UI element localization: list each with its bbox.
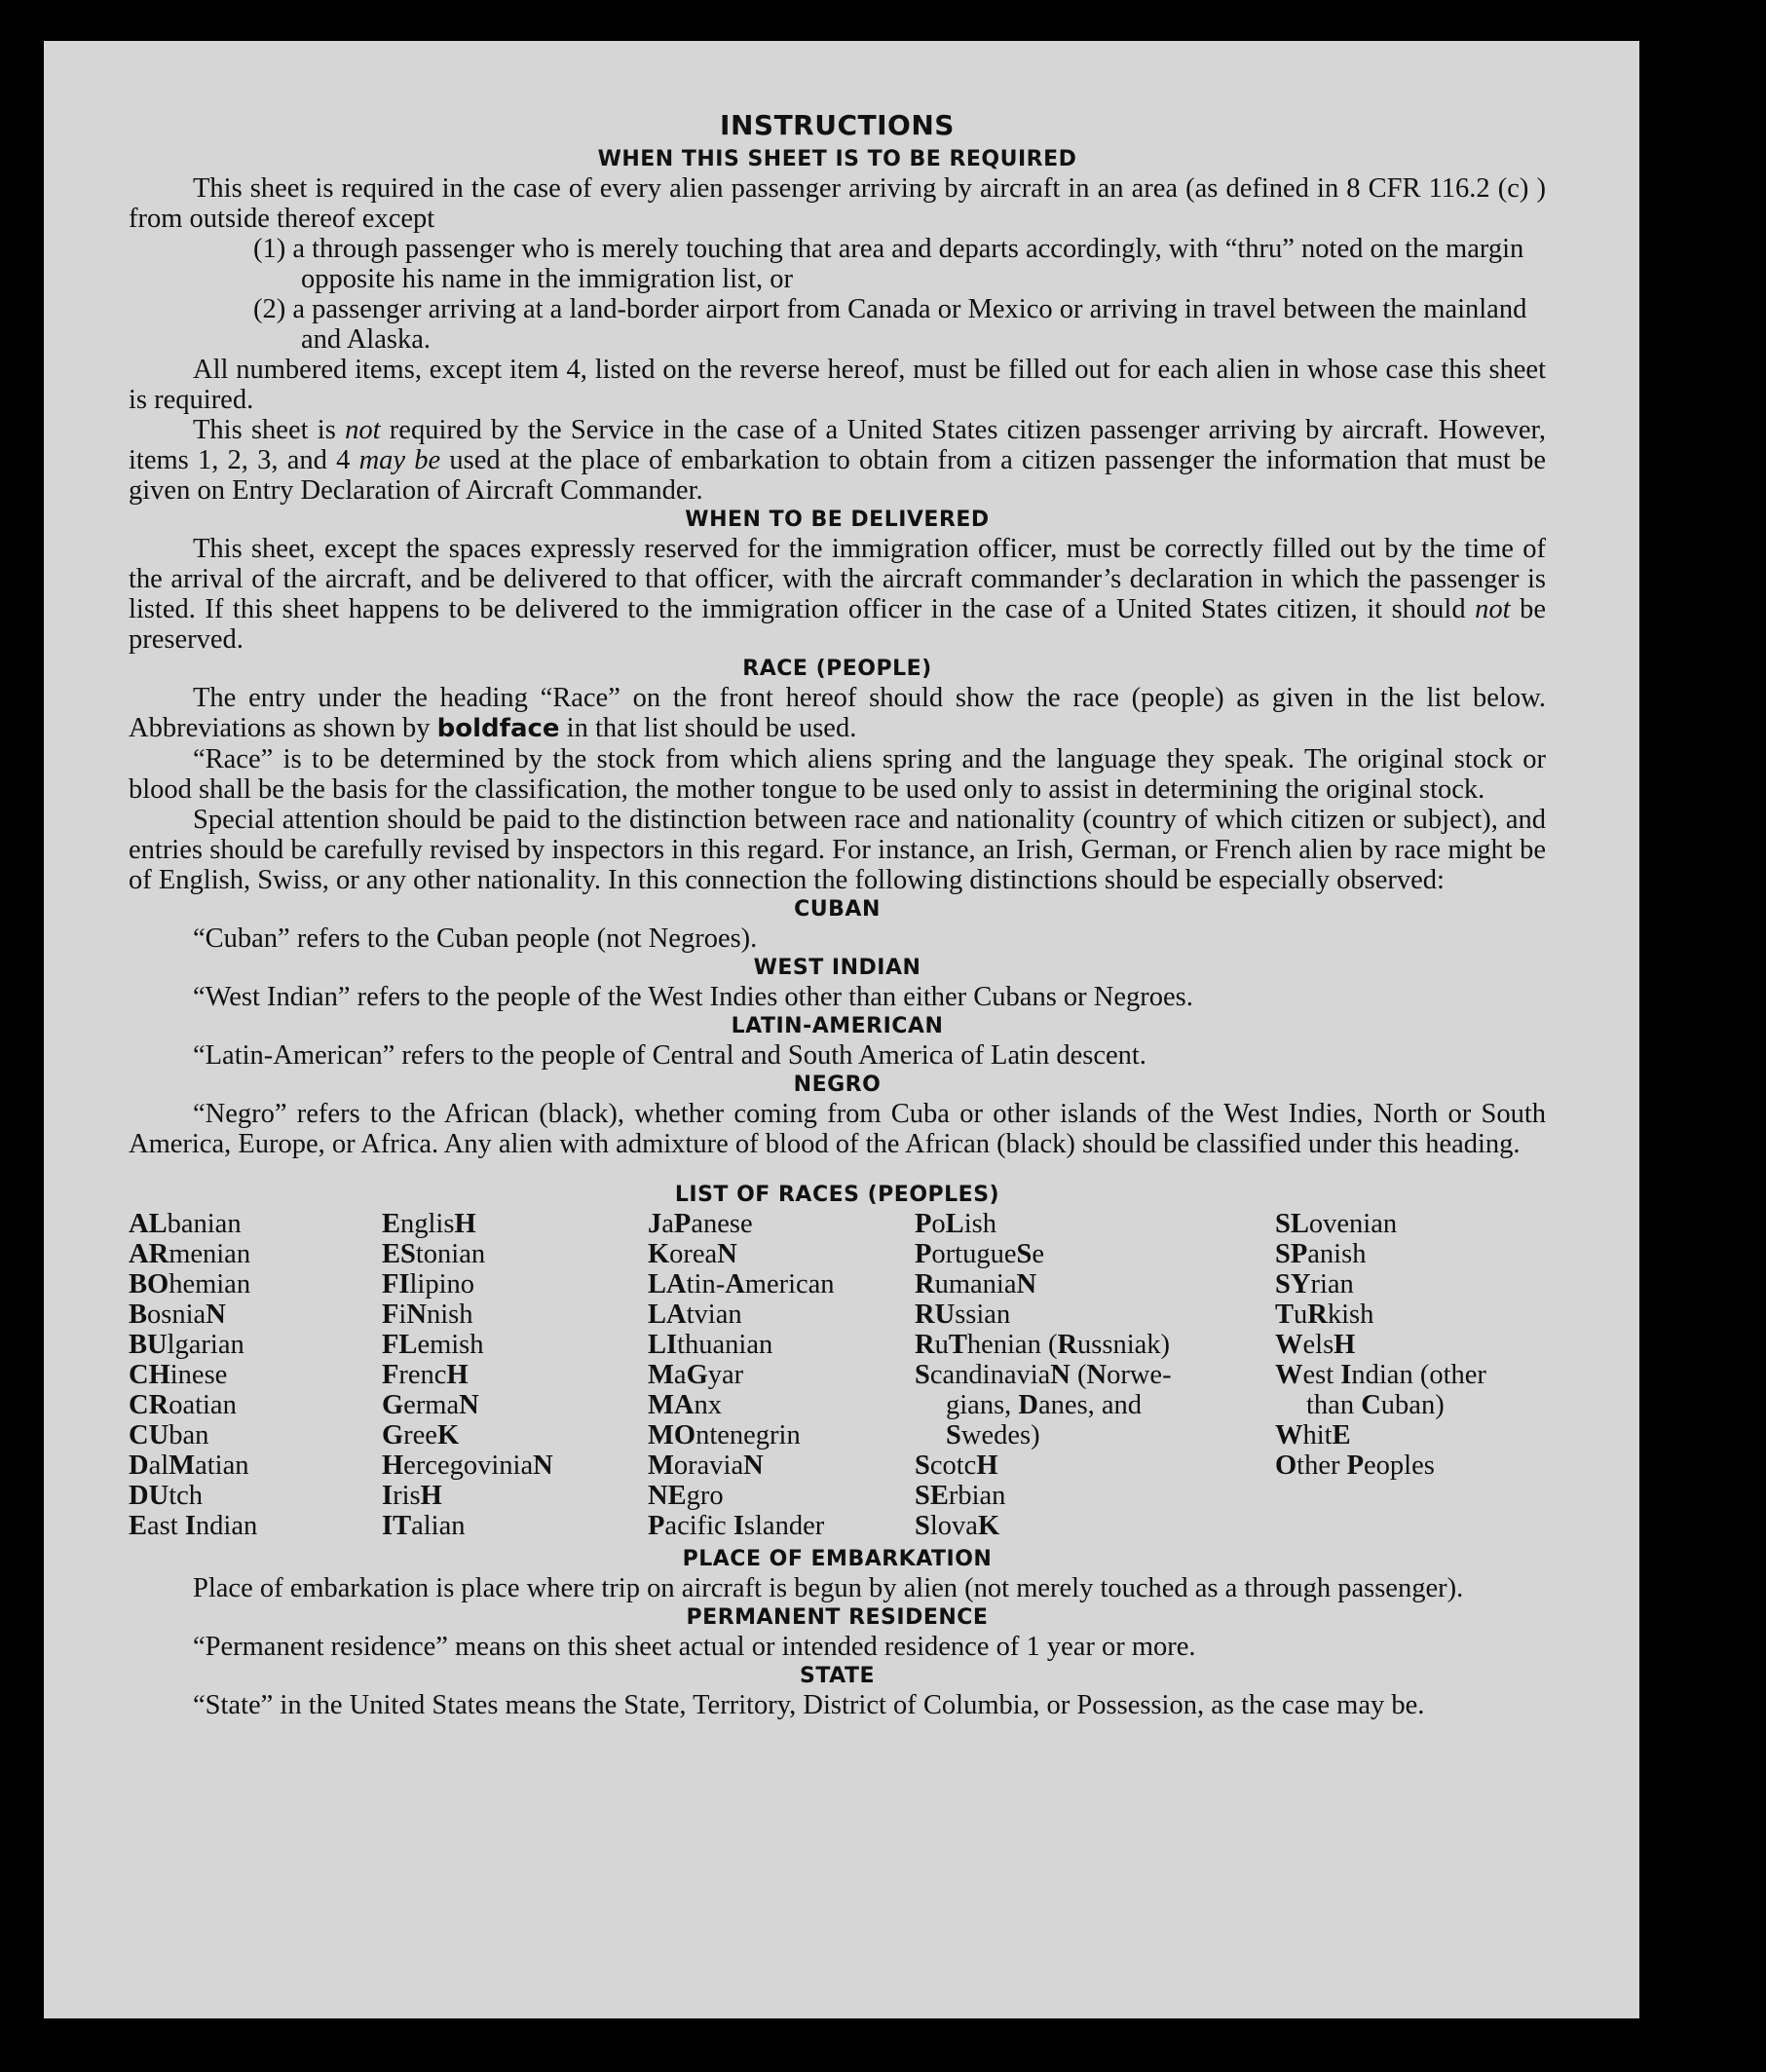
emphasis-not-preserved: not [1475, 594, 1511, 624]
list-item: GermaN [382, 1390, 479, 1420]
paragraph-west-indian: “West Indian” refers to the people of the West Indies other than either Cubans or Negroes. [193, 982, 1193, 1012]
list-item-2: (2) a passenger arriving at a land-border airport from Canada or Mexico or arriving in travel between the mainland and Alaska. [253, 294, 1527, 355]
list-item: Swedes) [946, 1420, 1040, 1450]
heading-when-delivered: WHEN TO BE DELIVERED [685, 508, 990, 532]
heading-west-indian: WEST INDIAN [753, 956, 921, 980]
list-item: MaGyar [648, 1360, 744, 1390]
list-item: JaPanese [648, 1209, 753, 1239]
heading-state: STATE [800, 1664, 875, 1688]
list-item: WelsH [1275, 1330, 1356, 1360]
list-item: LAtvian [648, 1300, 742, 1330]
emphasis-boldface: boldface [436, 714, 560, 743]
list-item: ScandinaviaN (Norwe- [915, 1360, 1172, 1390]
list-item: MoraviaN [648, 1450, 764, 1481]
list-item: West Indian (other [1275, 1360, 1486, 1390]
list-item: TuRkish [1275, 1300, 1374, 1330]
list-item: LAtin-American [648, 1269, 835, 1300]
heading-when-required: WHEN THIS SHEET IS TO BE REQUIRED [597, 147, 1077, 171]
heading-negro: NEGRO [793, 1073, 882, 1097]
races-column-3 [648, 1209, 835, 1541]
list-item: Other Peoples [1275, 1450, 1435, 1481]
list-item: HercegoviniaN [382, 1450, 553, 1481]
paragraph-numbered-items: All numbered items, except item 4, listed on the reverse hereof, must be filled out for each alien in whose case this sheet is required. [129, 355, 1546, 415]
list-item: DalMatian [129, 1450, 249, 1481]
list-item: MAnx [648, 1390, 722, 1420]
list-item: BosniaN [129, 1300, 226, 1330]
list-item: RuThenian (Russniak) [915, 1330, 1171, 1360]
document-page [44, 41, 1639, 2018]
heading-cuban: CUBAN [794, 897, 881, 922]
races-list [129, 1209, 1546, 1545]
list-item: NEgro [648, 1481, 724, 1511]
list-item: gians, Danes, and [946, 1390, 1143, 1420]
races-column-1 [129, 1209, 257, 1541]
list-item: Pacific Islander [648, 1511, 825, 1541]
list-item: CUban [129, 1420, 209, 1450]
list-item: SYrian [1275, 1269, 1354, 1300]
list-item: BOhemian [129, 1269, 251, 1300]
paragraph-negro: “Negro” refers to the African (black), whether coming from Cuba or other islands of the West Indies, North or South America, Europe, or Africa. Any alien with admixture of blood of the African (black) should be classified under this heading. [129, 1099, 1546, 1159]
list-item: ITalian [382, 1511, 466, 1541]
list-item: WhitE [1275, 1420, 1351, 1450]
races-column-5 [1275, 1209, 1486, 1481]
list-item: ALbanian [129, 1209, 242, 1239]
list-item: SErbian [915, 1481, 1006, 1511]
heading-race: RACE (PEOPLE) [742, 657, 932, 681]
heading-permanent-residence: PERMANENT RESIDENCE [686, 1605, 989, 1630]
list-item: GreeK [382, 1420, 460, 1450]
paragraph-state: “State” in the United States means the State, Territory, District of Columbia, or Possession, as the case may be. [193, 1690, 1425, 1720]
paragraph-required: This sheet is required in the case of every alien passenger arriving by aircraft in an area (as defined in 8 CFR 116.2 (c) ) from outside thereof except [129, 173, 1546, 234]
list-item: RUssian [915, 1300, 1011, 1330]
list-item: CHinese [129, 1360, 228, 1390]
paragraph-cuban: “Cuban” refers to the Cuban people (not Negroes). [193, 923, 758, 954]
list-item: PortugueSe [915, 1239, 1044, 1269]
list-item: MOntenegrin [648, 1420, 801, 1450]
emphasis-may-be: may be [358, 445, 441, 475]
paragraph-embarkation: Place of embarkation is place where trip on aircraft is begun by alien (not merely touched as a through passenger). [193, 1573, 1464, 1603]
list-item: SLovenian [1275, 1209, 1398, 1239]
list-item: DUtch [129, 1481, 204, 1511]
paragraph-race-nationality: Special attention should be paid to the distinction between race and nationality (country of which citizen or subject), and entries should be carefully revised by inspectors in this regard. For instance, an Irish, German, or French alien by race might be of English, Swiss, or any other nationality. In this connection the following distinctions should be especially observed: [129, 805, 1546, 895]
paragraph-latin-american: “Latin-American” refers to the people of Central and South America of Latin descent. [193, 1040, 1146, 1071]
list-item: PoLish [915, 1209, 996, 1239]
list-item: FrencH [382, 1360, 469, 1390]
emphasis-not: not [345, 415, 381, 445]
heading-latin-american: LATIN-AMERICAN [731, 1014, 944, 1038]
list-item: LIthuanian [648, 1330, 773, 1360]
list-item: ARmenian [129, 1239, 251, 1269]
list-item: FLemish [382, 1330, 484, 1360]
paragraph-delivered: This sheet, except the spaces expressly reserved for the immigration officer, must be correctly filled out by the time of the arrival of the aircraft, and be delivered to that officer, with the aircraft commander’s declaration in which the passenger is listed. If this sheet happens to be delivered to the immigration officer in the case of a United States citizen, it should not be preserved. [129, 534, 1546, 655]
heading-place-of-embarkation: PLACE OF EMBARKATION [682, 1547, 993, 1571]
list-item: EnglisH [382, 1209, 476, 1239]
list-item: FIlipino [382, 1269, 475, 1300]
paragraph-residence: “Permanent residence” means on this sheet actual or intended residence of 1 year or more. [193, 1632, 1196, 1662]
list-item: CRoatian [129, 1390, 237, 1420]
races-column-4 [915, 1209, 1172, 1541]
instructions-content [129, 109, 1546, 1720]
paragraph-citizen: This sheet is not required by the Service in the case of a United States citizen passenger arriving by aircraft. However, items 1, 2, 3, and 4 may be used at the place of embarkation to obtain from a citizen passenger the information that must be given on Entry Declaration of Aircraft Commander. [129, 415, 1546, 506]
list-item: ScotcH [915, 1450, 998, 1481]
list-item: East Indian [129, 1511, 258, 1541]
list-item: RumaniaN [915, 1269, 1037, 1300]
list-item: EStonian [382, 1239, 486, 1269]
list-item-1: (1) a through passenger who is merely touching that area and departs accordingly, with “thru” noted on the margin opposite his name in the immigration list, or [253, 234, 1524, 294]
list-item: FiNnish [382, 1300, 473, 1330]
list-item: KoreaN [648, 1239, 737, 1269]
page-title: INSTRUCTIONS [720, 109, 955, 141]
paragraph-race-definition: “Race” is to be determined by the stock from which aliens spring and the language they speak. The original stock or blood shall be the basis for the classification, the mother tongue to be used only to assist in determining the original stock. [129, 744, 1546, 805]
list-item: IrisH [382, 1481, 442, 1511]
list-item: than Cuban) [1306, 1390, 1445, 1420]
heading-list-of-races: LIST OF RACES (PEOPLES) [674, 1183, 1000, 1207]
races-column-2 [382, 1209, 553, 1541]
paragraph-race-entry: The entry under the heading “Race” on the front hereof should show the race (people) as given in the list below. Abbreviations as shown by boldface in that list should be used. [129, 683, 1546, 743]
list-item: SlovaK [915, 1511, 1000, 1541]
list-item: SPanish [1275, 1239, 1367, 1269]
list-item: BUlgarian [129, 1330, 244, 1360]
